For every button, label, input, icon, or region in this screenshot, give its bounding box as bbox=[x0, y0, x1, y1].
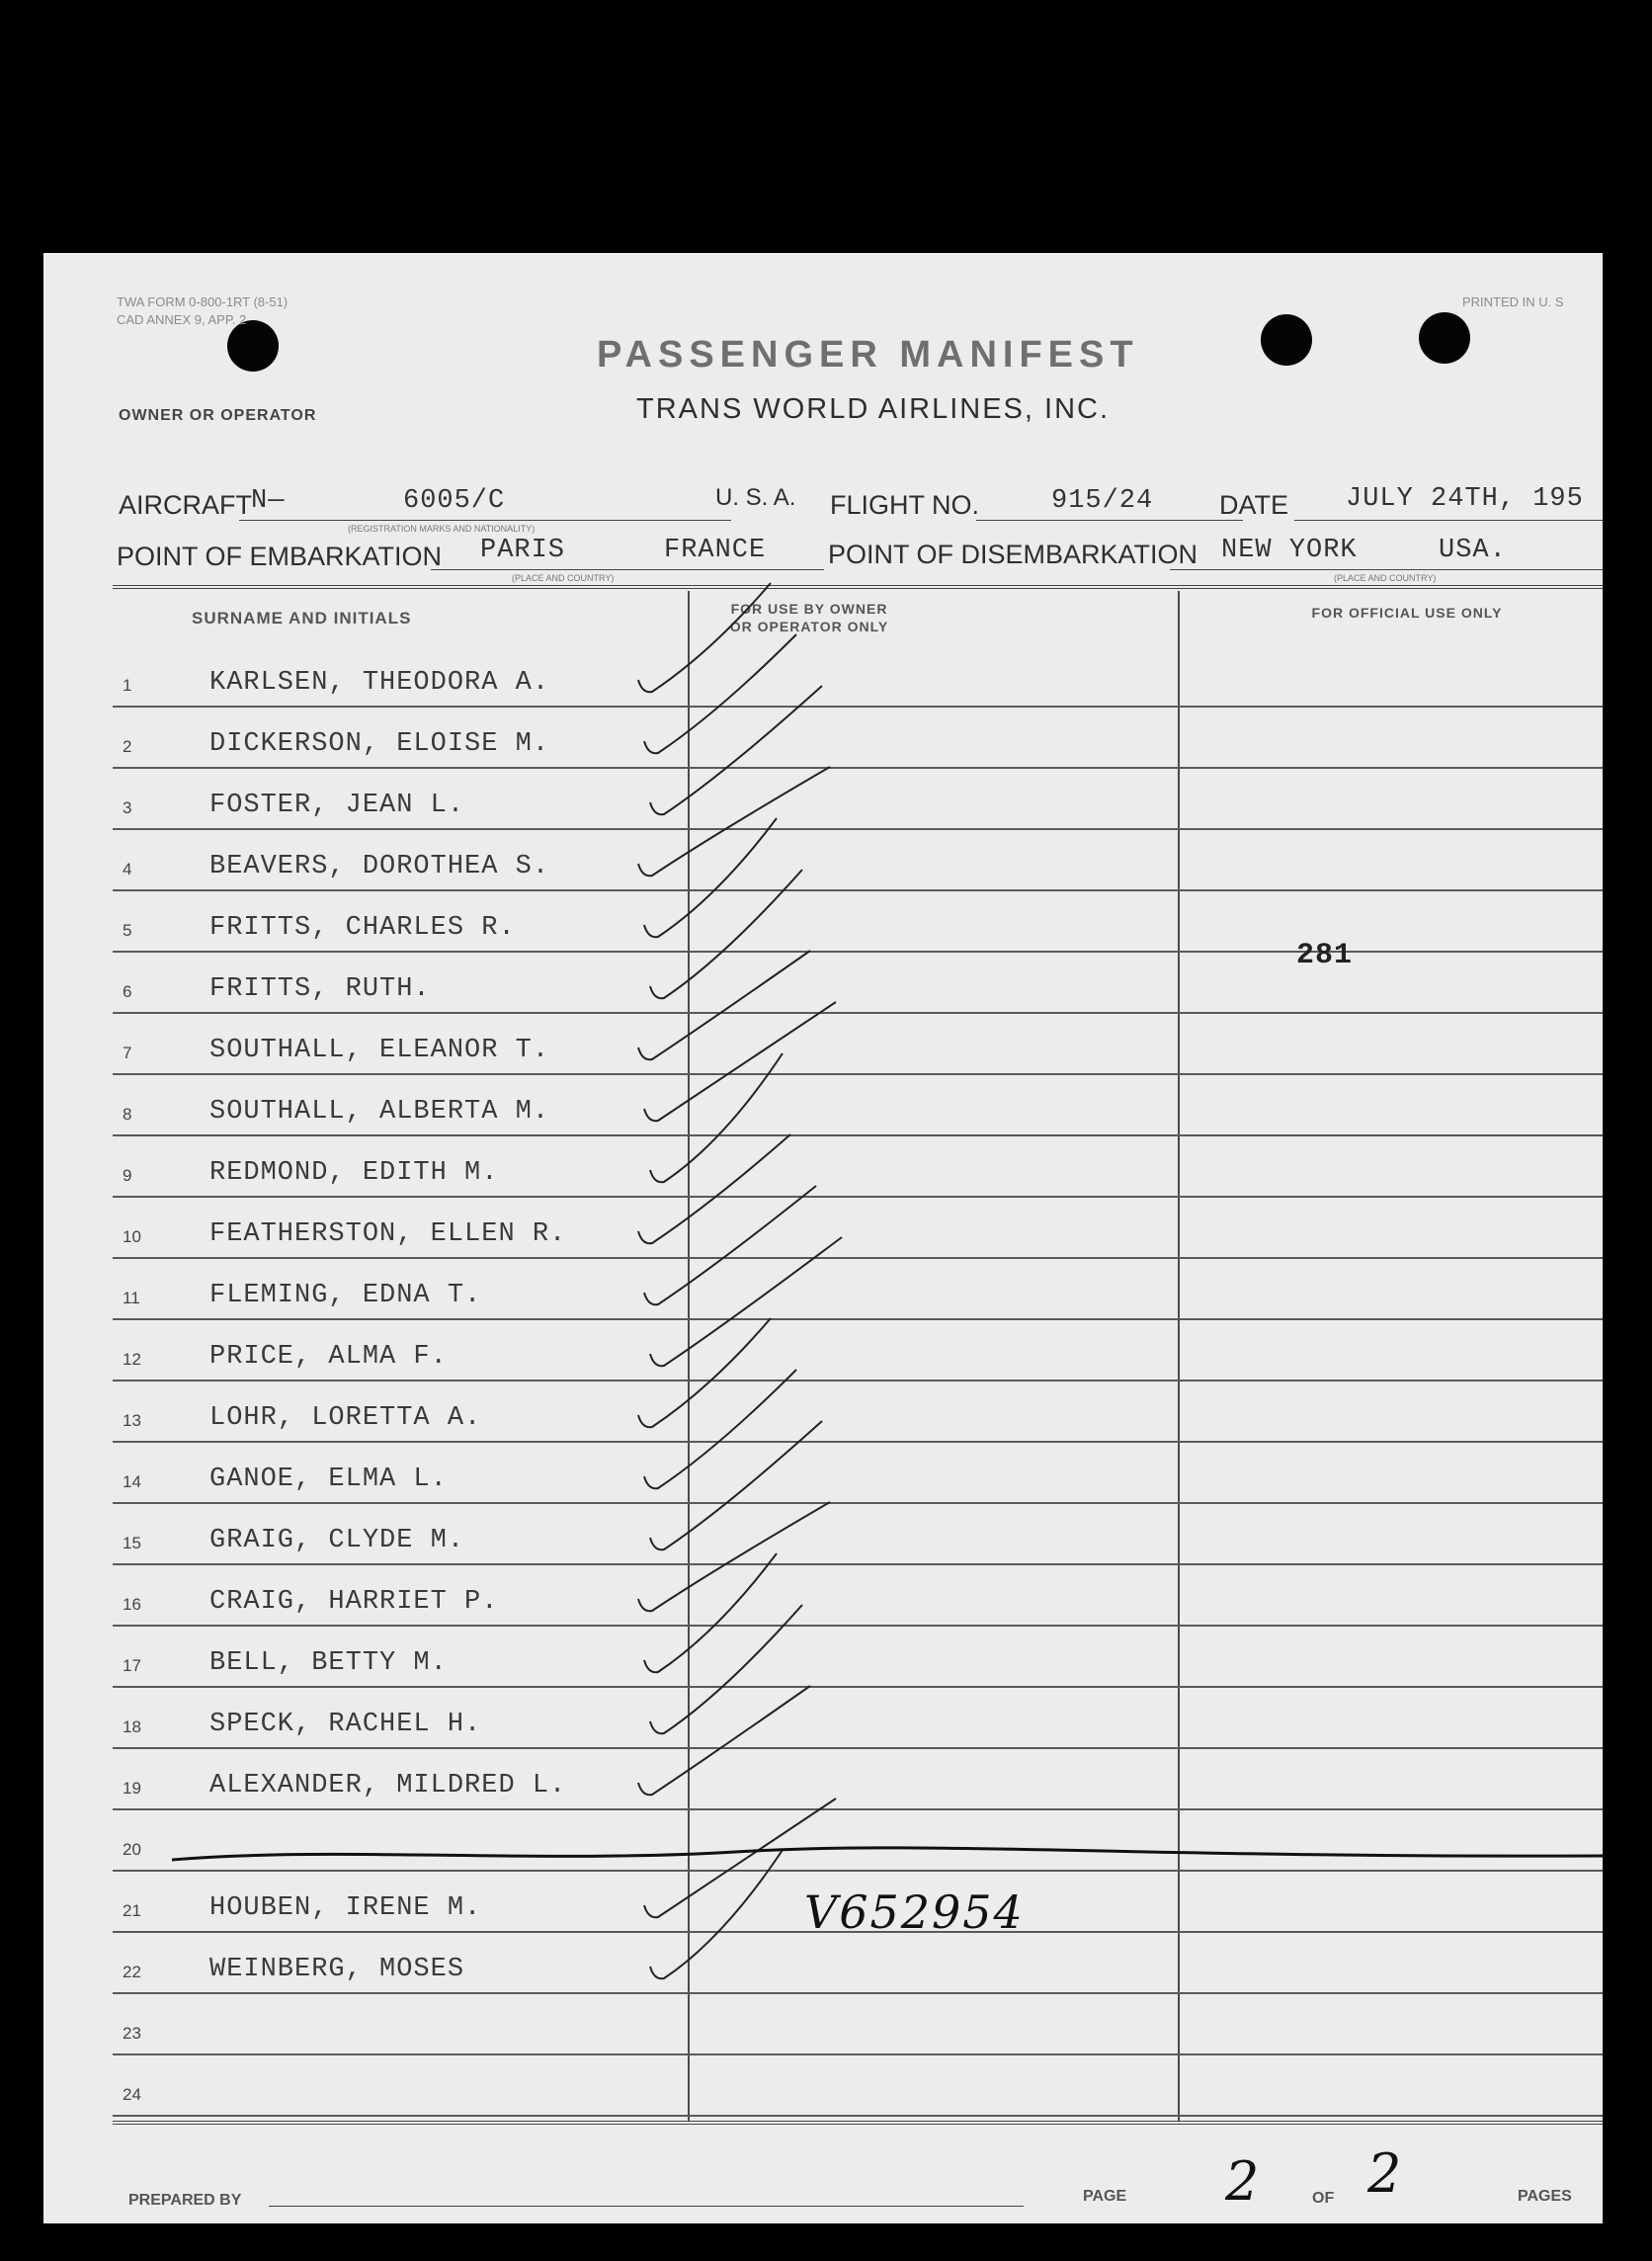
row-number: 20 bbox=[123, 1840, 141, 1859]
form-annex: CAD ANNEX 9, APP. 2 bbox=[117, 312, 247, 327]
manifest-sheet bbox=[43, 253, 1603, 2223]
owner-label: OWNER OR OPERATOR bbox=[119, 407, 317, 424]
row-number: 22 bbox=[123, 1963, 141, 1981]
prepared-underline bbox=[269, 2206, 1024, 2207]
check-mark bbox=[644, 634, 796, 753]
row-number: 17 bbox=[123, 1656, 141, 1675]
page-label: PAGE bbox=[1083, 2188, 1127, 2205]
row-number: 10 bbox=[123, 1227, 141, 1246]
check-mark bbox=[650, 870, 802, 998]
row-number: 7 bbox=[123, 1044, 132, 1062]
row-number: 2 bbox=[123, 737, 132, 756]
prepared-by-label: PREPARED BY bbox=[128, 2192, 242, 2209]
date-value: JULY 24TH, 195 bbox=[1346, 484, 1584, 514]
passenger-name: LOHR, LORETTA A. bbox=[209, 1403, 482, 1433]
check-mark bbox=[650, 686, 822, 814]
row-number: 5 bbox=[123, 921, 132, 940]
check-mark bbox=[650, 1053, 783, 1182]
check-mark bbox=[638, 1318, 771, 1427]
aircraft-label: AIRCRAFT bbox=[119, 490, 252, 520]
row-number: 15 bbox=[123, 1534, 141, 1552]
check-mark bbox=[638, 1502, 830, 1611]
strike-line bbox=[172, 1848, 1603, 1860]
col-official: FOR OFFICIAL USE ONLY bbox=[1311, 605, 1503, 621]
row-number: 23 bbox=[123, 2024, 141, 2043]
row-number: 13 bbox=[123, 1411, 141, 1430]
row-number: 6 bbox=[123, 982, 132, 1001]
row-number: 24 bbox=[123, 2085, 141, 2104]
check-mark bbox=[650, 1605, 802, 1733]
of-value: 2 bbox=[1367, 2142, 1403, 2205]
check-mark bbox=[638, 1134, 790, 1243]
passenger-name: SOUTHALL, ALBERTA M. bbox=[209, 1097, 550, 1127]
aircraft-value: 6005/C bbox=[403, 486, 506, 516]
passenger-name: GANOE, ELMA L. bbox=[209, 1465, 448, 1494]
check-mark bbox=[638, 1686, 810, 1795]
passenger-name: WEINBERG, MOSES bbox=[209, 1955, 465, 1984]
embark-country: FRANCE bbox=[664, 536, 767, 565]
check-mark bbox=[638, 767, 830, 876]
passenger-name: FRITTS, RUTH. bbox=[209, 974, 431, 1004]
disembark-label: POINT OF DISEMBARKATION bbox=[828, 540, 1198, 569]
form-id: TWA FORM 0-800-1RT (8-51) bbox=[117, 294, 289, 309]
handwritten-code: V652954 bbox=[804, 1885, 1025, 1939]
col-owner-1: FOR USE BY OWNER bbox=[730, 601, 888, 617]
disembark-country: USA. bbox=[1439, 536, 1507, 565]
disembark-city: NEW YORK bbox=[1221, 536, 1358, 565]
nationality: U. S. A. bbox=[715, 484, 796, 511]
airline-name: TRANS WORLD AIRLINES, INC. bbox=[636, 393, 1111, 425]
row-number: 11 bbox=[123, 1289, 140, 1307]
passenger-name: KARLSEN, THEODORA A. bbox=[209, 668, 550, 698]
page-value: 2 bbox=[1225, 2150, 1261, 2213]
row-number: 9 bbox=[123, 1166, 132, 1185]
passenger-name: FOSTER, JEAN L. bbox=[209, 791, 465, 820]
row-number: 16 bbox=[123, 1595, 141, 1614]
disembark-sub: (PLACE AND COUNTRY) bbox=[1334, 573, 1437, 583]
row-number: 14 bbox=[123, 1472, 141, 1491]
embark-label: POINT OF EMBARKATION bbox=[117, 542, 443, 571]
of-label: OF bbox=[1312, 2190, 1335, 2207]
col-owner-2: OR OPERATOR ONLY bbox=[729, 619, 889, 634]
check-mark bbox=[644, 1186, 816, 1304]
passenger-name: ALEXANDER, MILDRED L. bbox=[209, 1771, 567, 1800]
aircraft-prefix: N— bbox=[251, 486, 286, 516]
col-name: SURNAME AND INITIALS bbox=[192, 609, 412, 628]
embark-sub: (PLACE AND COUNTRY) bbox=[512, 573, 615, 583]
passenger-name: CRAIG, HARRIET P. bbox=[209, 1587, 499, 1617]
check-mark bbox=[644, 1002, 836, 1121]
pages-label: PAGES bbox=[1518, 2188, 1572, 2205]
date-label: DATE bbox=[1219, 490, 1289, 520]
aircraft-sub: (REGISTRATION MARKS AND NATIONALITY) bbox=[348, 524, 536, 534]
row-number: 1 bbox=[123, 676, 132, 695]
passenger-name: DICKERSON, ELOISE M. bbox=[209, 729, 550, 759]
check-mark bbox=[644, 1370, 796, 1488]
printed-note: PRINTED IN U. S bbox=[1462, 294, 1564, 309]
row-number: 4 bbox=[123, 860, 132, 879]
row-number: 21 bbox=[123, 1901, 141, 1920]
passenger-name: SOUTHALL, ELEANOR T. bbox=[209, 1036, 550, 1065]
passenger-name: FRITTS, CHARLES R. bbox=[209, 913, 516, 943]
flight-value: 915/24 bbox=[1051, 486, 1154, 516]
row-number: 19 bbox=[123, 1779, 141, 1798]
page-title: PASSENGER MANIFEST bbox=[597, 334, 1139, 376]
official-note: 281 bbox=[1296, 939, 1354, 972]
row-number: 18 bbox=[123, 1717, 141, 1736]
passenger-name: PRICE, ALMA F. bbox=[209, 1342, 448, 1372]
row-number: 12 bbox=[123, 1350, 141, 1369]
passenger-name: FEATHERSTON, ELLEN R. bbox=[209, 1219, 567, 1249]
check-mark bbox=[638, 583, 771, 692]
check-mark bbox=[638, 951, 810, 1059]
passenger-name: BEAVERS, DOROTHEA S. bbox=[209, 852, 550, 881]
passenger-name: HOUBEN, IRENE M. bbox=[209, 1893, 482, 1923]
flight-label: FLIGHT NO. bbox=[830, 490, 980, 520]
row-number: 3 bbox=[123, 798, 132, 817]
row-number: 8 bbox=[123, 1105, 132, 1124]
embark-city: PARIS bbox=[480, 536, 566, 565]
passenger-name: GRAIG, CLYDE M. bbox=[209, 1526, 465, 1555]
check-mark bbox=[650, 1421, 822, 1549]
passenger-name: REDMOND, EDITH M. bbox=[209, 1158, 499, 1188]
passenger-name: BELL, BETTY M. bbox=[209, 1648, 448, 1678]
passenger-name: FLEMING, EDNA T. bbox=[209, 1281, 482, 1310]
check-mark bbox=[650, 1850, 783, 1978]
passenger-name: SPECK, RACHEL H. bbox=[209, 1710, 482, 1739]
